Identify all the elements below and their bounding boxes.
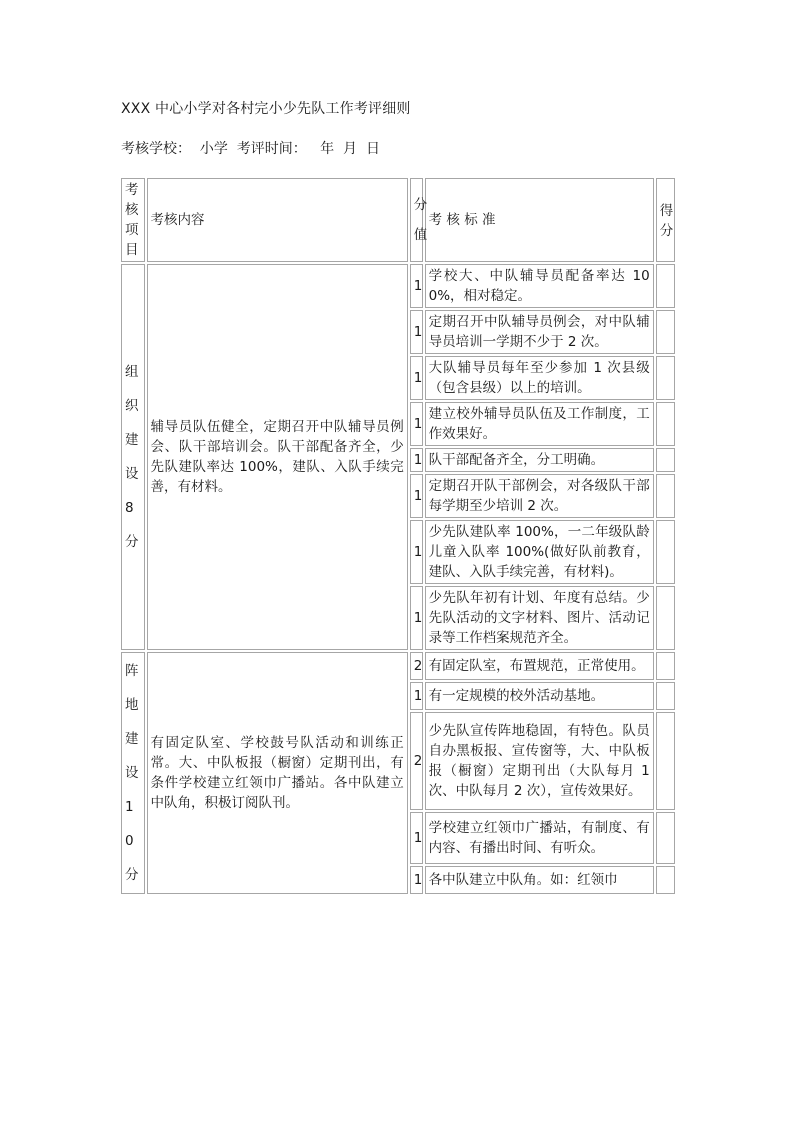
got-score-cell[interactable] [656, 812, 675, 863]
standard-cell: 有固定队室，布置规范，正常使用。 [425, 652, 654, 680]
section-item-char: 设 [125, 765, 139, 781]
score-cell: 2 [410, 712, 423, 810]
score-cell: 1 [410, 586, 423, 650]
header-content: 考核内容 [147, 178, 408, 262]
got-score-cell[interactable] [656, 586, 675, 650]
standard-cell: 建立校外辅导员队伍及工作制度，工作效果好。 [425, 402, 654, 446]
section-item-label [121, 652, 145, 894]
standard-cell: 各中队建立中队角。如：红领巾 [425, 866, 654, 894]
got-score-cell[interactable] [656, 474, 675, 518]
standard-cell: 队干部配备齐全，分工明确。 [425, 448, 654, 472]
section-item-char: 设 [125, 466, 139, 482]
exam-info-line: 考核学校： 小学 考评时间： 年 月 日 [121, 141, 380, 157]
score-cell: 1 [410, 866, 423, 894]
got-score-cell[interactable] [656, 866, 675, 894]
table-row [121, 652, 675, 680]
section-item-char: 分 [125, 867, 139, 883]
score-cell: 1 [410, 474, 423, 518]
section-item-char: 地 [125, 697, 139, 713]
standard-cell: 少先队宣传阵地稳固，有特色。队员自办黑板报、宣传窗等，大、中队板报（橱窗）定期刊出（大队每月 1 次、中队每月 2 次），宣传效果好。 [425, 712, 654, 810]
got-score-cell[interactable] [656, 712, 675, 810]
section-item-char: 建 [125, 432, 139, 448]
got-score-cell[interactable] [656, 448, 675, 472]
score-cell: 2 [410, 652, 423, 680]
got-score-cell[interactable] [656, 264, 675, 308]
standard-cell: 少先队建队率 100%，一二年级队龄儿童入队率 100%(做好队前教育，建队、入队手续完善，有材料)。 [425, 520, 654, 584]
table-header-row [121, 178, 675, 262]
section-item-char: 组 [125, 364, 139, 380]
score-cell: 1 [410, 310, 423, 354]
evaluation-table-body [121, 178, 675, 894]
section-item-char: 分 [125, 534, 139, 550]
standard-cell: 大队辅导员每年至少参加 1 次县级（包含县级）以上的培训。 [425, 356, 654, 400]
score-cell: 1 [410, 682, 423, 710]
score-cell: 1 [410, 402, 423, 446]
score-cell: 1 [410, 520, 423, 584]
section-item-char: 阵 [125, 663, 139, 679]
standard-cell: 少先队年初有计划、年度有总结。少先队活动的文字材料、图片、活动记录等工作档案规范齐全。 [425, 586, 654, 650]
header-standard: 考 核 标 准 [425, 178, 654, 262]
header-item: 考核项目 [121, 178, 145, 262]
score-cell: 1 [410, 356, 423, 400]
header-score: 分值 [410, 178, 423, 262]
got-score-cell[interactable] [656, 682, 675, 710]
section-item-char: 织 [125, 398, 139, 414]
standard-cell: 学校建立红领巾广播站，有制度、有内容、有播出时间、有听众。 [425, 812, 654, 863]
score-cell: 1 [410, 264, 423, 308]
got-score-cell[interactable] [656, 356, 675, 400]
section-item-char: 8 [125, 500, 134, 516]
header-got: 得分 [656, 178, 675, 262]
got-score-cell[interactable] [656, 520, 675, 584]
standard-cell: 学校大、中队辅导员配备率达 100%，相对稳定。 [425, 264, 654, 308]
section-item-label [121, 264, 145, 650]
document-title: XXX 中心小学对各村完小少先队工作考评细则 [121, 101, 411, 117]
section-item-char: 10 [125, 799, 134, 849]
got-score-cell[interactable] [656, 402, 675, 446]
score-cell: 1 [410, 448, 423, 472]
evaluation-table [119, 176, 677, 896]
standard-cell: 定期召开队干部例会，对各级队干部每学期至少培训 2 次。 [425, 474, 654, 518]
section-content: 有固定队室、学校鼓号队活动和训练正常。大、中队板报（橱窗）定期刊出，有条件学校建立红领巾广播站。各中队建立中队角，积极订阅队刊。 [147, 652, 408, 894]
section-item-char: 建 [125, 731, 139, 747]
standard-cell: 有一定规模的校外活动基地。 [425, 682, 654, 710]
got-score-cell[interactable] [656, 652, 675, 680]
section-content: 辅导员队伍健全，定期召开中队辅导员例会、队干部培训会。队干部配备齐全，少先队建队率达 100%，建队、入队手续完善，有材料。 [147, 264, 408, 650]
score-cell: 1 [410, 812, 423, 863]
table-row [121, 264, 675, 308]
standard-cell: 定期召开中队辅导员例会，对中队辅导员培训一学期不少于 2 次。 [425, 310, 654, 354]
got-score-cell[interactable] [656, 310, 675, 354]
